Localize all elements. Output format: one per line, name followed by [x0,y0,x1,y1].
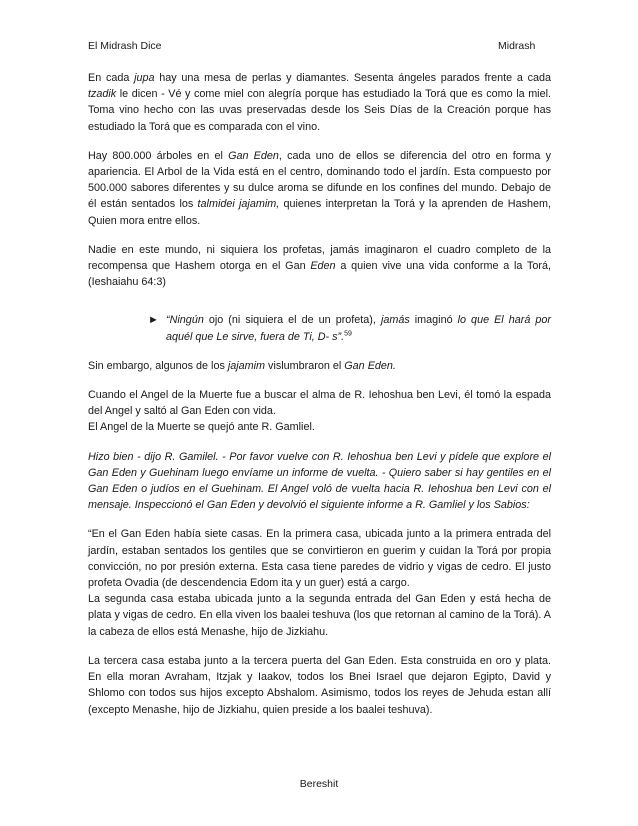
paragraph-8: La tercera casa estaba junto a la tercera puerta del Gan Eden. Esta construida en oro y plata. En ella moran Avraham, Itzjak y Iaakov, todos los Bnei Israel que dejaron Egipto, David y Shlomo con todos sus hijos excepto Abshalom. Asimismo, todos los reyes de Jehuda estan allí (excepto Menashe, hijo de Jizkiahu, quien preside a los baalei teshuva). [88,654,551,716]
paragraph-1: En cada jupa hay una mesa de perlas y diamantes. Sesenta ángeles parados frente a cada tzadik le dicen - Vé y come miel con alegría porque has estudiado la Torá que es como la miel. Toma vino hecho con las uvas preservadas desde los Seis Días de la Creación porque has estudiado la Torá que es comparada con el vino. [88,72,551,133]
header-title: El Midrash Dice [88,40,162,52]
paragraph-4: Sin embargo, algunos de los jajamim vislumbraron el Gan Eden. [88,359,396,372]
quote-text: “Ningún ojo (ni siquiera el de un profeta), jamás imaginó lo que El hará por aquél que Le sirve, fuera de Ti, D- s”.$^{59}$ [166,314,551,343]
arrow-bullet-icon: ► [148,314,159,327]
paragraph-3: Nadie en este mundo, ni siquiera los profetas, jamás imaginaron el cuadro completo de la recompensa que Hashem otorga en el Gan Eden a quien vive una vida conforme a la Torá, (Ieshaiahu 64:3) [88,243,551,289]
body-text [88,70,551,718]
footer-title: Bereshit [299,778,339,790]
footnote-ref[interactable]: 59 [344,330,352,338]
block-quote [88,312,551,344]
paragraph-5a: Cuando el Angel de la Muerte fue a buscar el alma de R. Iehoshua ben Levi, él tomó la espada del Angel y saltó al Gan Eden con vida. [88,389,551,418]
paragraph-6-italic: Hizo bien - dijo R. Gamilel. - Por favor vuelve con R. Iehoshua ben Levi y pídele que explore el Gan Eden y Guehinam luego envíame un informe de vuelta. - Quiero saber si hay gentiles en el Gan Eden o judíos en el Guehinam. El Angel voló de vuelta hacia R. Iehoshua ben Levi con el mensaje. Inspeccionó el Gan Eden y devolvió el siguiente informe a R. Gamliel y los Sabios: [88,450,551,512]
header-section: Midrash [498,40,536,52]
paragraph-7b: La segunda casa estaba ubicada junto a la segunda entrada del Gan Eden y está hecha de plata y vigas de cedro. En ella viven los baalei teshuva (los que retornan al camino de la Torá). A la cabeza de ellos está Menashe, hijo de Jizkiahu. [88,593,551,638]
paragraph-5b: El Angel de la Muerte se quejó ante R. Gamliel. [88,421,315,434]
paragraph-2: Hay 800.000 árboles en el Gan Eden, cada uno de ellos se diferencia del otro en forma y apariencia. El Arbol de la Vida está en el centro, dominando todo el jardín. Esta compuesto por 500.000 sabores diferentes y su dulce aroma se difunde en los confines del mundo. Debajo de él están sentados los talmidei jajamim, quienes interpretan la Torá y la aprenden de Hashem, Quien mora entre ellos. [88,149,552,227]
paragraph-7a: “En el Gan Eden había siete casas. En la primera casa, ubicada junto a la primera entrada del jardín, estaban sentados los gentiles que se convirtieron en guerim y cuidan la Torá por propia convicción, no por presión externa. Esta casa tiene paredes de vidrio y vigas de cedro. El justo profeta Ovadia (de descendencia Edom ita y un guer) está a cargo. [88,528,551,590]
